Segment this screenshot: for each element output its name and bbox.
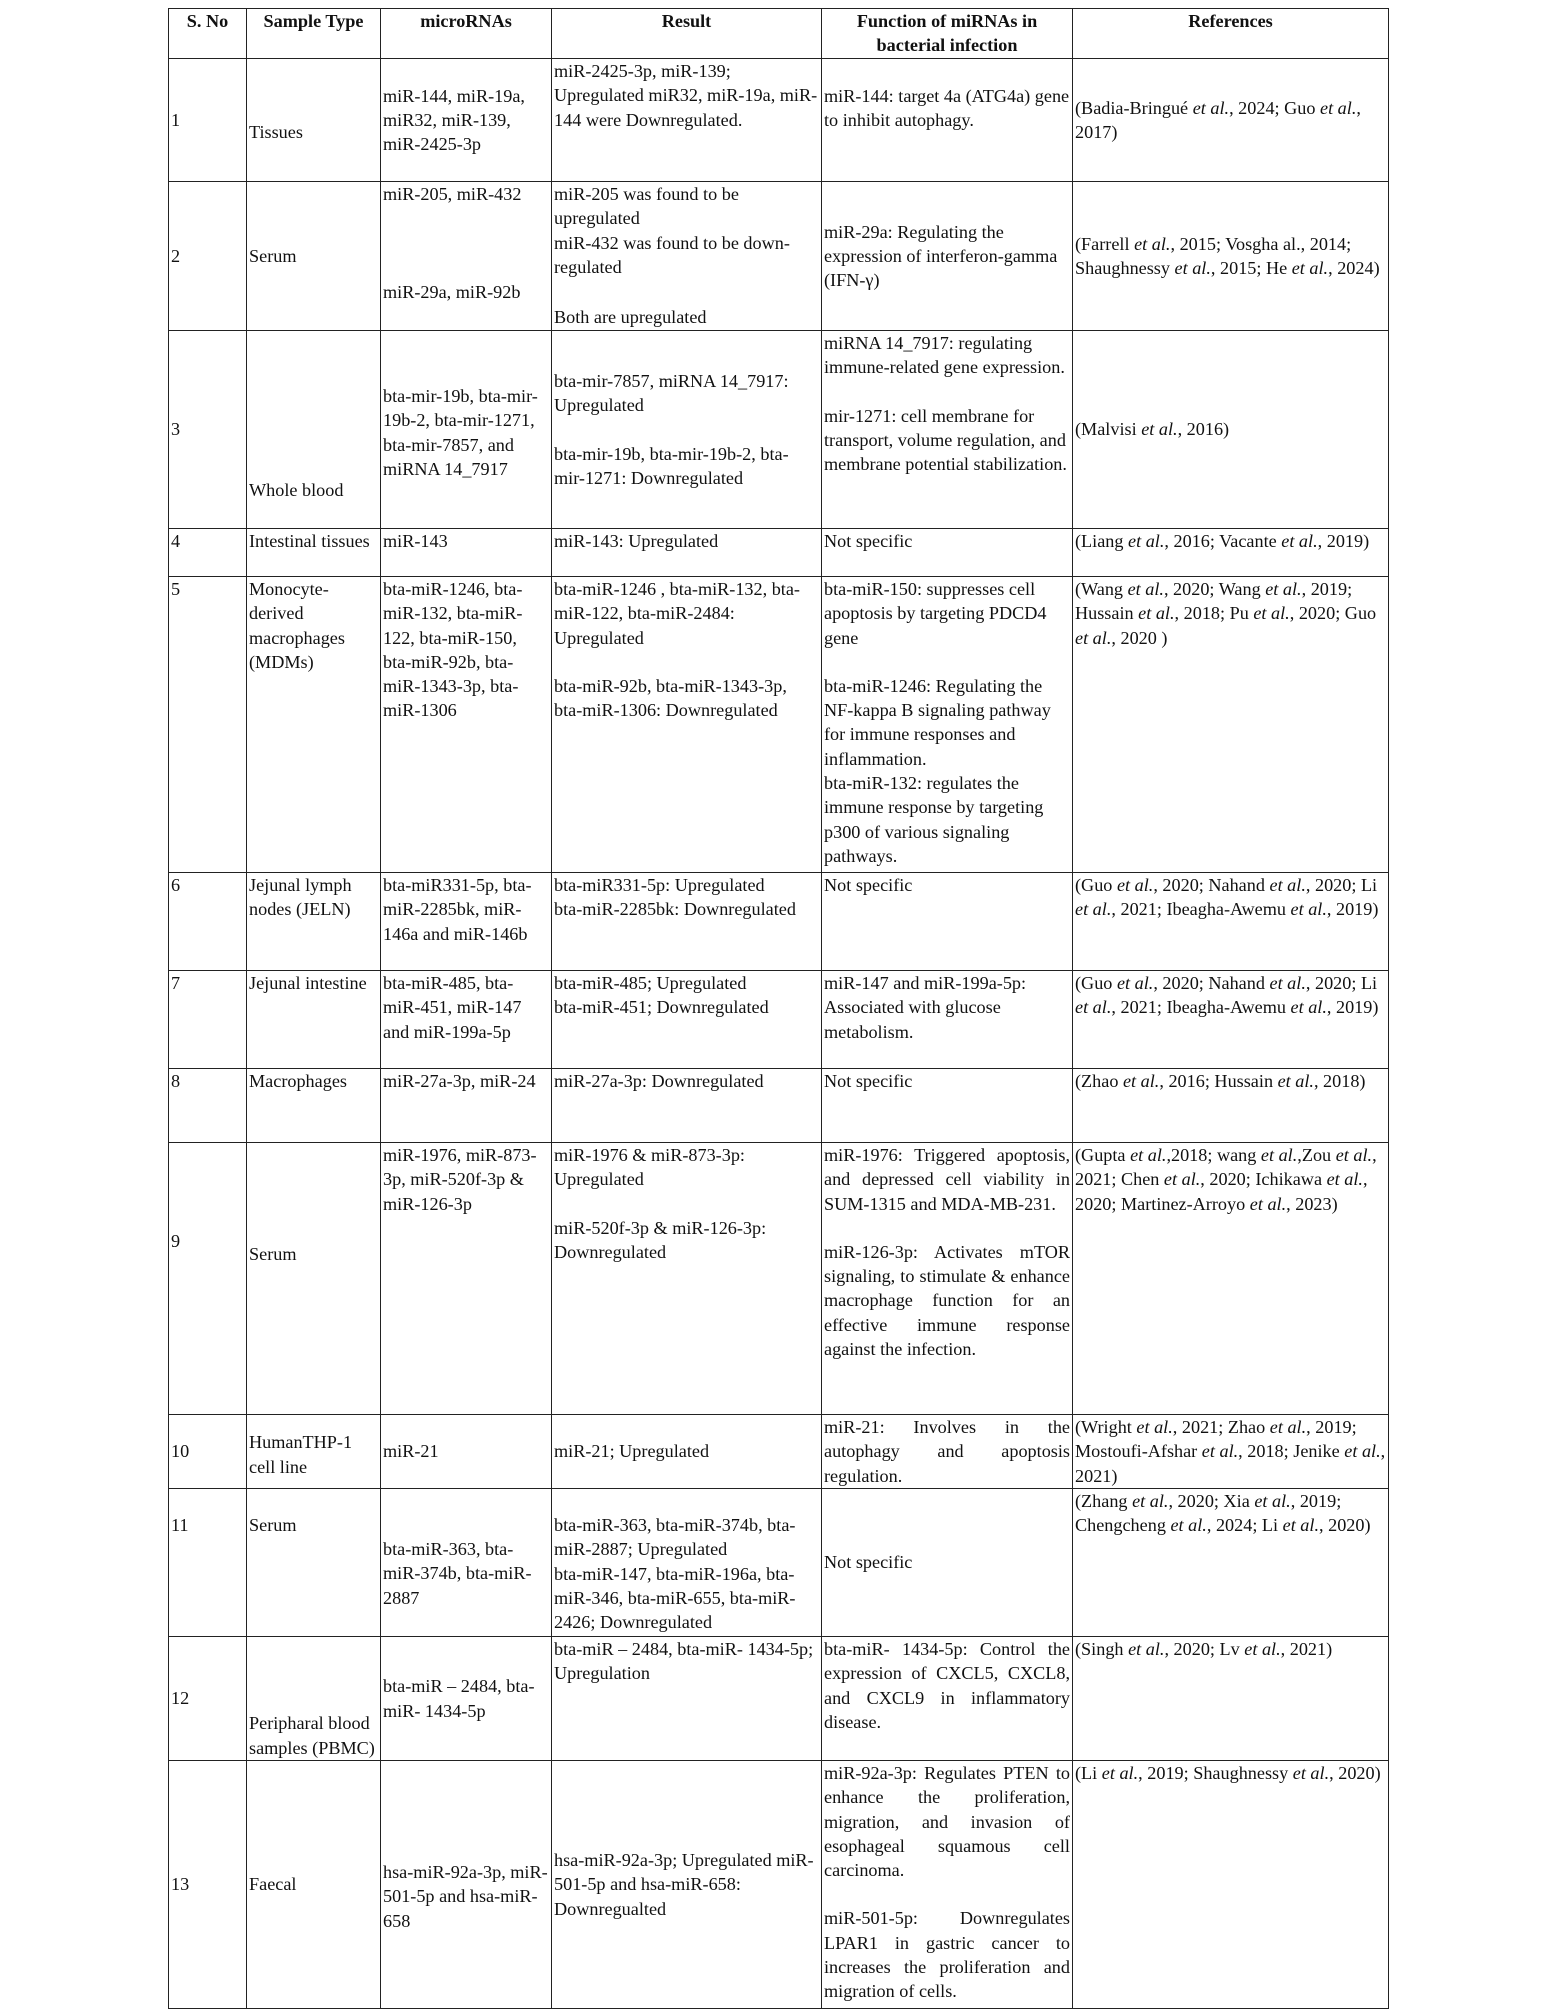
cell-function: miR-1976: Triggered apoptosis, and depressed cell viability in SUM-1315 and MDA-MB-231. miR-126-3p: Activates mTOR signaling, to stimulate & enhance macrophage function for an effective immune response against the infection. xyxy=(822,1143,1073,1415)
cell-result: miR-205 was found to be upregulated miR-432 was found to be down-regulated Both are upregulated xyxy=(552,182,822,331)
cell-sno: 12 xyxy=(169,1637,247,1761)
cell-references: (Badia-Bringué et al., 2024; Guo et al., 2017) xyxy=(1073,59,1389,182)
cell-sno: 8 xyxy=(169,1069,247,1143)
mirna-table xyxy=(168,8,1389,2009)
cell-micrornas: bta-mir-19b, bta-mir-19b-2, bta-mir-1271, bta-mir-7857, and miRNA 14_7917 xyxy=(381,331,552,529)
cell-micrornas: bta-miR331-5p, bta-miR-2285bk, miR-146a and miR-146b xyxy=(381,873,552,971)
cell-function: Not specific xyxy=(822,529,1073,577)
cell-references: (Gupta et al.,2018; wang et al.,Zou et al., 2021; Chen et al., 2020; Ichikawa et al., 2020; Martinez-Arroyo et al., 2023) xyxy=(1073,1143,1389,1415)
cell-sno: 7 xyxy=(169,971,247,1069)
cell-result: miR-143: Upregulated xyxy=(552,529,822,577)
table-row xyxy=(169,331,1389,529)
table-row xyxy=(169,182,1389,331)
cell-sample-type: Serum xyxy=(247,1143,381,1415)
cell-references: (Liang et al., 2016; Vacante et al., 2019) xyxy=(1073,529,1389,577)
cell-sno: 1 xyxy=(169,59,247,182)
cell-references: (Zhang et al., 2020; Xia et al., 2019; Chengcheng et al., 2024; Li et al., 2020) xyxy=(1073,1489,1389,1637)
cell-references: (Guo et al., 2020; Nahand et al., 2020; Li et al., 2021; Ibeagha-Awemu et al., 2019) xyxy=(1073,971,1389,1069)
header-references: References xyxy=(1073,9,1389,59)
cell-sample-type: Intestinal tissues xyxy=(247,529,381,577)
cell-function: miR-92a-3p: Regulates PTEN to enhance the proliferation, migration, and invasion of esophageal squamous cell carcinoma. miR-501-5p: Downregulates LPAR1 in gastric cancer to increases the proliferation and migration of cells. xyxy=(822,1761,1073,2009)
table-row xyxy=(169,873,1389,971)
cell-sample-type: Macrophages xyxy=(247,1069,381,1143)
cell-sno: 5 xyxy=(169,577,247,873)
cell-result: miR-27a-3p: Downregulated xyxy=(552,1069,822,1143)
table-row xyxy=(169,1489,1389,1637)
cell-sno: 6 xyxy=(169,873,247,971)
cell-function: miR-147 and miR-199a-5p: Associated with glucose metabolism. xyxy=(822,971,1073,1069)
header-sample-type: Sample Type xyxy=(247,9,381,59)
cell-micrornas: bta-miR-1246, bta-miR-132, bta-miR-122, bta-miR-150, bta-miR-92b, bta-miR-1343-3p, bta-miR-1306 xyxy=(381,577,552,873)
cell-sample-type: Jejunal lymph nodes (JELN) xyxy=(247,873,381,971)
cell-function: bta-miR- 1434-5p: Control the expression of CXCL5, CXCL8, and CXCL9 in inflammatory disease. xyxy=(822,1637,1073,1761)
cell-references: (Wright et al., 2021; Zhao et al., 2019; Mostoufi-Afshar et al., 2018; Jenike et al., 2021) xyxy=(1073,1415,1389,1489)
header-result: Result xyxy=(552,9,822,59)
cell-result: bta-miR-485; Upregulated bta-miR-451; Downregulated xyxy=(552,971,822,1069)
header-sno: S. No xyxy=(169,9,247,59)
cell-sno: 10 xyxy=(169,1415,247,1489)
cell-micrornas: bta-miR-363, bta-miR-374b, bta-miR-2887 xyxy=(381,1489,552,1637)
cell-result: miR-21; Upregulated xyxy=(552,1415,822,1489)
cell-result: bta-miR331-5p: Upregulated bta-miR-2285bk: Downregulated xyxy=(552,873,822,971)
cell-function: bta-miR-150: suppresses cell apoptosis by targeting PDCD4 gene bta-miR-1246: Regulating the NF-kappa B signaling pathway for immune responses and inflammation. bta-miR-132: regulates the immune response by targeting p300 of various signaling pathways. xyxy=(822,577,1073,873)
cell-sno: 4 xyxy=(169,529,247,577)
cell-sample-type: Serum xyxy=(247,1489,381,1637)
cell-result: miR-1976 & miR-873-3p: Upregulated miR-520f-3p & miR-126-3p: Downregulated xyxy=(552,1143,822,1415)
table-row xyxy=(169,1069,1389,1143)
table-row xyxy=(169,59,1389,182)
table-row xyxy=(169,1637,1389,1761)
cell-sample-type: Monocyte-derived macrophages (MDMs) xyxy=(247,577,381,873)
table-row xyxy=(169,577,1389,873)
cell-micrornas: miR-205, miR-432 miR-29a, miR-92b xyxy=(381,182,552,331)
cell-result: bta-miR-363, bta-miR-374b, bta-miR-2887; Upregulated bta-miR-147, bta-miR-196a, bta-miR-346, bta-miR-655, bta-miR-2426; Downregulated xyxy=(552,1489,822,1637)
cell-sno: 9 xyxy=(169,1143,247,1415)
cell-micrornas: miR-27a-3p, miR-24 xyxy=(381,1069,552,1143)
cell-references: (Zhao et al., 2016; Hussain et al., 2018) xyxy=(1073,1069,1389,1143)
cell-references: (Guo et al., 2020; Nahand et al., 2020; Li et al., 2021; Ibeagha-Awemu et al., 2019) xyxy=(1073,873,1389,971)
cell-function: miR-144: target 4a (ATG4a) gene to inhibit autophagy. xyxy=(822,59,1073,182)
cell-result: bta-miR – 2484, bta-miR- 1434-5p; Upregulation xyxy=(552,1637,822,1761)
table-row xyxy=(169,529,1389,577)
table-row xyxy=(169,1761,1389,2009)
cell-sno: 13 xyxy=(169,1761,247,2009)
cell-sno: 3 xyxy=(169,331,247,529)
cell-function: Not specific xyxy=(822,1489,1073,1637)
cell-function: Not specific xyxy=(822,1069,1073,1143)
cell-sno: 11 xyxy=(169,1489,247,1637)
table-row xyxy=(169,1143,1389,1415)
cell-micrornas: bta-miR-485, bta-miR-451, miR-147 and miR-199a-5p xyxy=(381,971,552,1069)
cell-micrornas: miR-143 xyxy=(381,529,552,577)
cell-sno: 2 xyxy=(169,182,247,331)
cell-sample-type: Faecal xyxy=(247,1761,381,2009)
table-row xyxy=(169,971,1389,1069)
cell-sample-type: Tissues xyxy=(247,59,381,182)
cell-result: bta-mir-7857, miRNA 14_7917: Upregulated bta-mir-19b, bta-mir-19b-2, bta-mir-1271: Downregulated xyxy=(552,331,822,529)
cell-sample-type: Peripharal blood samples (PBMC) xyxy=(247,1637,381,1761)
table-row xyxy=(169,1415,1389,1489)
cell-micrornas: miR-1976, miR-873-3p, miR-520f-3p & miR-126-3p xyxy=(381,1143,552,1415)
cell-micrornas: bta-miR – 2484, bta-miR- 1434-5p xyxy=(381,1637,552,1761)
cell-function: miRNA 14_7917: regulating immune-related gene expression. mir-1271: cell membrane for transport, volume regulation, and membrane potential stabilization. xyxy=(822,331,1073,529)
cell-micrornas: miR-144, miR-19a, miR32, miR-139, miR-2425-3p xyxy=(381,59,552,182)
cell-result: miR-2425-3p, miR-139; Upregulated miR32, miR-19a, miR-144 were Downregulated. xyxy=(552,59,822,182)
cell-function: miR-29a: Regulating the expression of interferon-gamma (IFN-γ) xyxy=(822,182,1073,331)
cell-sample-type: Whole blood xyxy=(247,331,381,529)
cell-sample-type: Serum xyxy=(247,182,381,331)
table-header-row xyxy=(169,9,1389,59)
cell-result: bta-miR-1246 , bta-miR-132, bta-miR-122, bta-miR-2484: Upregulated bta-miR-92b, bta-miR-1343-3p, bta-miR-1306: Downregulated xyxy=(552,577,822,873)
cell-sample-type: Jejunal intestine xyxy=(247,971,381,1069)
cell-function: miR-21: Involves in the autophagy and apoptosis regulation. xyxy=(822,1415,1073,1489)
header-function: Function of miRNAs in bacterial infection xyxy=(822,9,1073,59)
cell-references: (Wang et al., 2020; Wang et al., 2019; Hussain et al., 2018; Pu et al., 2020; Guo et al., 2020 ) xyxy=(1073,577,1389,873)
cell-references: (Farrell et al., 2015; Vosgha al., 2014; Shaughnessy et al., 2015; He et al., 2024) xyxy=(1073,182,1389,331)
header-micrornas: microRNAs xyxy=(381,9,552,59)
cell-micrornas: hsa-miR-92a-3p, miR-501-5p and hsa-miR-658 xyxy=(381,1761,552,2009)
cell-result: hsa-miR-92a-3p; Upregulated miR-501-5p and hsa-miR-658: Downregualted xyxy=(552,1761,822,2009)
cell-function: Not specific xyxy=(822,873,1073,971)
cell-references: (Malvisi et al., 2016) xyxy=(1073,331,1389,529)
cell-sample-type: HumanTHP-1 cell line xyxy=(247,1415,381,1489)
cell-references: (Singh et al., 2020; Lv et al., 2021) xyxy=(1073,1637,1389,1761)
cell-micrornas: miR-21 xyxy=(381,1415,552,1489)
cell-references: (Li et al., 2019; Shaughnessy et al., 2020) xyxy=(1073,1761,1389,2009)
